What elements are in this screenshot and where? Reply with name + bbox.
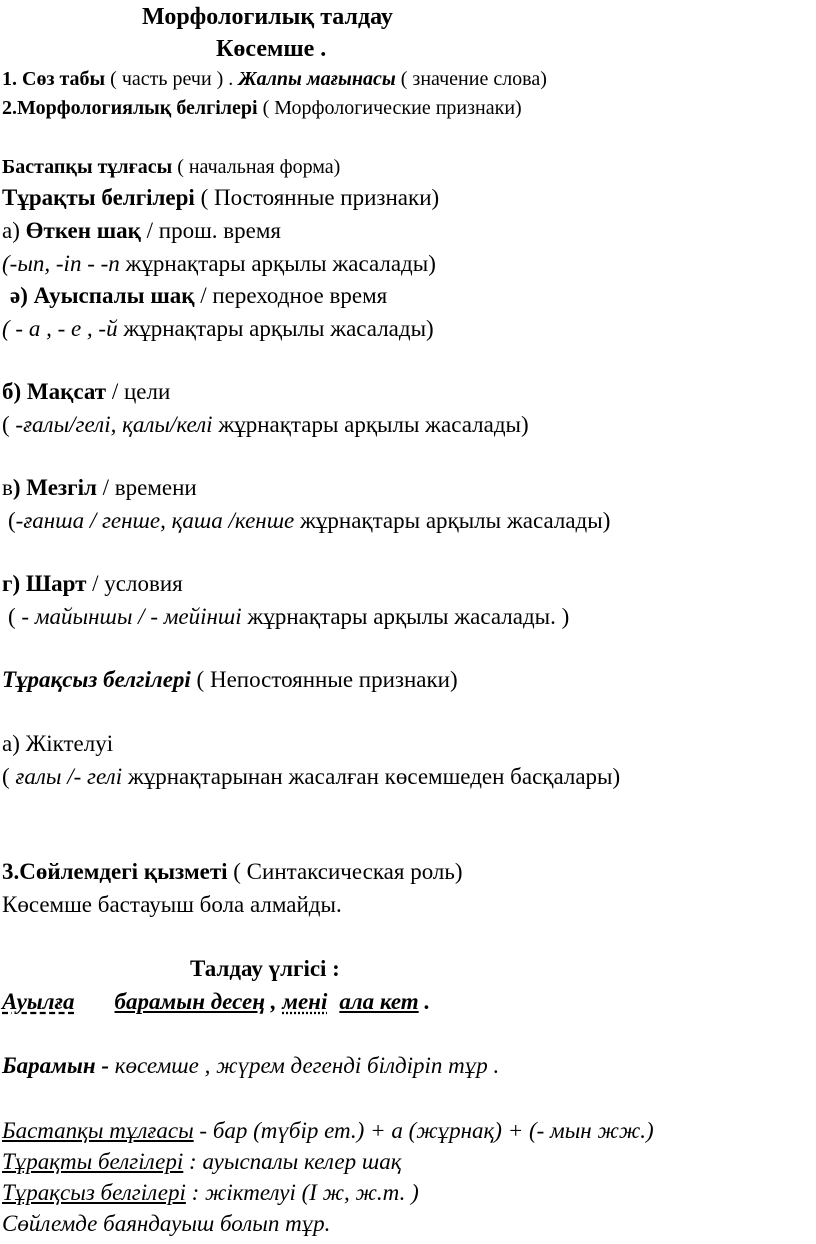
- line-time: [2, 475, 197, 500]
- term: г) Шарт: [2, 571, 87, 596]
- line-word-class: [2, 68, 547, 90]
- line-transitional-suffixes: [2, 316, 434, 341]
- term: Өткен шақ: [25, 218, 141, 243]
- term: ә) Ауыспалы шақ: [10, 283, 195, 308]
- suffixes: майыншы / - мейінші: [34, 604, 242, 629]
- paren: (: [2, 412, 16, 437]
- gloss: ( Постоянные признаки): [194, 185, 440, 210]
- line-past-tense: [2, 218, 281, 243]
- term: 1. Сөз табы: [2, 68, 106, 90]
- gloss: / условия: [86, 571, 183, 596]
- line-analysis-constant: [2, 1149, 402, 1174]
- line-purpose: [2, 379, 170, 404]
- gloss: ( Непостоянные признаки): [190, 667, 458, 692]
- doc-title: Морфологилық талдау: [142, 4, 393, 30]
- gloss: жұрнақтарынан жасалған көсемшеден басқалары): [122, 764, 621, 789]
- term: Бастапқы тұлғасы: [2, 156, 173, 178]
- sentence-word: мені: [282, 989, 328, 1014]
- term: Барамын -: [2, 1053, 110, 1078]
- term: ) Мезгіл: [12, 475, 97, 500]
- line-condition-suffixes: [8, 604, 569, 629]
- line-past-suffixes: [2, 251, 436, 276]
- gloss: : жіктелуі (І ж, ж.т. ): [185, 1180, 419, 1205]
- sentence-word: барамын десең: [114, 989, 265, 1014]
- line-initial-form: [2, 156, 340, 178]
- suffixes: -ғалы/гелі, қалы/келі: [15, 412, 213, 437]
- suffixes: (-ып, -іп - -п: [2, 251, 120, 276]
- suffixes: ғанша / генше, қаша /кенше: [23, 508, 295, 533]
- suffixes: ( - а , - е , -й: [2, 316, 118, 341]
- sentence-word: Ауылға: [2, 989, 75, 1014]
- term: 3.Сөйлемдегі қызметі: [2, 859, 228, 884]
- term: 2.Морфологиялық белгілері: [2, 97, 258, 119]
- gloss: жұрнақтары арқылы жасалады. ): [241, 604, 570, 629]
- analysis-sample-heading: Талдау үлгісі :: [190, 956, 340, 981]
- example-sentence: [2, 989, 430, 1014]
- line-not-subject: [2, 892, 342, 917]
- gloss: / времени: [96, 475, 197, 500]
- line-purpose-suffixes: [2, 412, 529, 437]
- term: Тұрақсыз белгілері: [2, 1180, 186, 1205]
- gloss: Сөйлемде баяндауыш болып тұр.: [2, 1211, 331, 1236]
- doc-subtitle: Көсемше .: [216, 36, 327, 62]
- gloss: жұрнақтары арқылы жасалады): [212, 412, 529, 437]
- line-constant-features: [2, 185, 439, 210]
- gloss: жұрнақтары арқылы жасалады): [117, 316, 434, 341]
- line-conjugation: [2, 731, 113, 756]
- line-condition: [2, 571, 183, 596]
- term: Жалпы мағынасы: [238, 68, 396, 90]
- line-analysis-variable: [2, 1180, 419, 1205]
- gloss: ( значение слова): [395, 68, 547, 90]
- line-analysis-word: [2, 1053, 499, 1078]
- term: б) Мақсат: [2, 379, 107, 404]
- term: Тұрақты белгілері: [2, 1149, 184, 1174]
- term: Бастапқы тұлғасы: [2, 1118, 194, 1143]
- line-variable-features: [2, 667, 458, 692]
- gloss: / цели: [106, 379, 171, 404]
- gloss: - бар (түбір ет.) + а (жұрнақ) + (- мын жж.): [193, 1118, 654, 1143]
- gloss: ( часть речи ) .: [105, 68, 239, 90]
- gloss: ( Морфологические признаки): [257, 97, 522, 119]
- paren: ( -: [8, 604, 35, 629]
- line-analysis-initial-form: [2, 1118, 654, 1143]
- marker: в: [2, 475, 13, 500]
- gloss: ( начальная форма): [172, 156, 341, 178]
- gloss: Көсемше бастауыш бола алмайды.: [2, 892, 342, 917]
- sentence-word: ала кет: [339, 989, 419, 1014]
- gloss: а) Жіктелуі: [2, 731, 114, 756]
- sentence-punct: ,: [264, 989, 283, 1014]
- gloss: : ауыспалы келер шақ: [183, 1149, 402, 1174]
- gloss: ( Синтаксическая роль): [227, 859, 463, 884]
- gloss: жұрнақтары арқылы жасалады): [119, 251, 436, 276]
- gloss: / прош. время: [140, 218, 281, 243]
- line-analysis-predicate: [2, 1211, 330, 1236]
- line-time-suffixes: [8, 508, 610, 533]
- line-transitional-tense: [10, 283, 387, 308]
- line-conjugation-note: [2, 764, 620, 789]
- paren: (-: [8, 508, 24, 533]
- gloss: / переходное время: [194, 283, 388, 308]
- line-syntactic-role: [2, 859, 463, 884]
- gloss: жұрнақтары арқылы жасалады): [294, 508, 611, 533]
- marker: а): [2, 218, 26, 243]
- paren: (: [2, 764, 16, 789]
- gloss: көсемше , жүрем дегенді білдіріп тұр .: [109, 1053, 500, 1078]
- line-morph-features: [2, 97, 522, 119]
- suffixes: ғалы /- гелі: [15, 764, 123, 789]
- sentence-punct: .: [418, 989, 431, 1014]
- term: Тұрақсыз белгілері: [2, 667, 191, 692]
- term: Тұрақты белгілері: [2, 185, 195, 210]
